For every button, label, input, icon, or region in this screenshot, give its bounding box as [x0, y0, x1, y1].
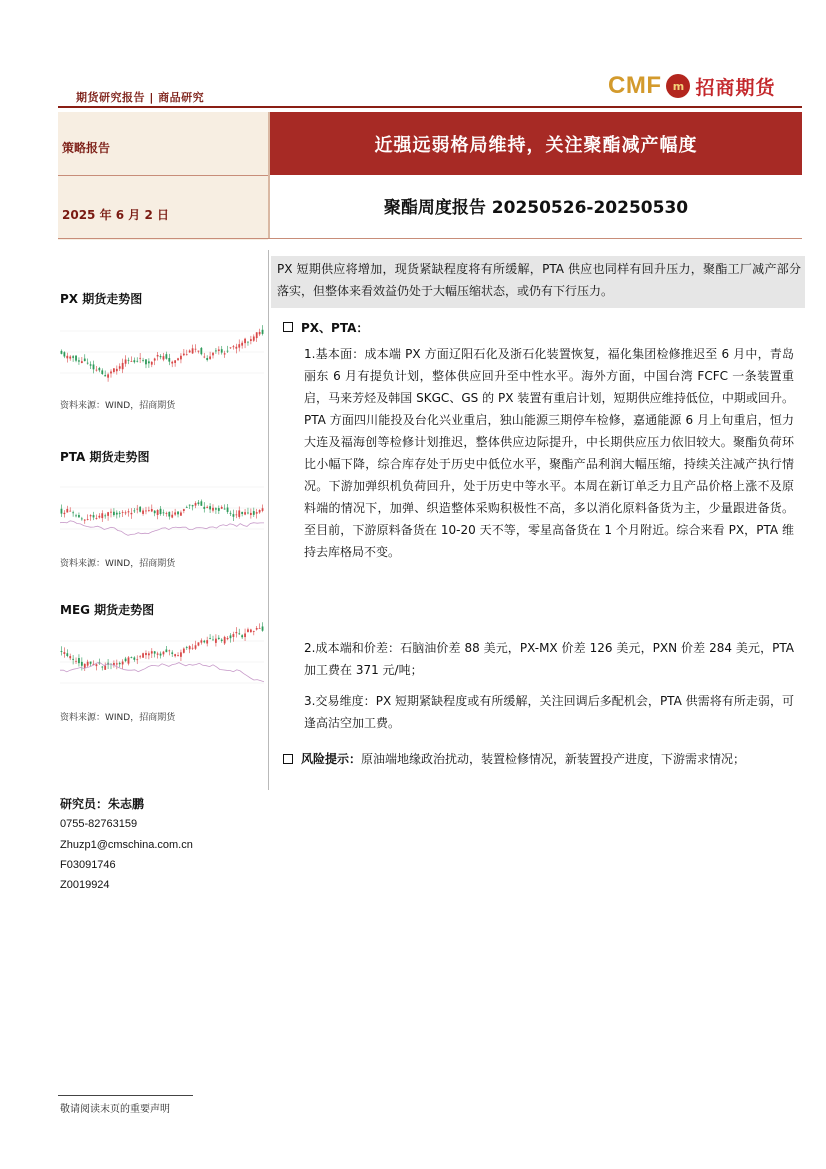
- candle-body: [75, 515, 77, 516]
- candle-body: [233, 634, 235, 637]
- candle-body: [238, 633, 240, 634]
- candle-body: [262, 330, 264, 334]
- candle-body: [84, 664, 86, 668]
- candle-body: [157, 355, 159, 357]
- candle-body: [128, 511, 130, 512]
- candle-body: [119, 663, 121, 664]
- candle-body: [81, 361, 83, 363]
- candle-body: [87, 363, 89, 364]
- candle-body: [241, 512, 243, 514]
- candle-body: [227, 508, 229, 512]
- candle-body: [203, 641, 205, 643]
- candle-body: [113, 663, 115, 665]
- candle-body: [61, 651, 63, 652]
- candle-body: [157, 510, 159, 515]
- footer-rule: [58, 1095, 193, 1096]
- candle-body: [133, 510, 135, 511]
- secondary-line: [60, 521, 264, 536]
- researcher-license-z: Z0019924: [60, 879, 110, 891]
- candle-body: [235, 347, 237, 349]
- candle-body: [174, 512, 176, 514]
- candle-body: [84, 520, 86, 521]
- candle-body: [186, 647, 188, 648]
- header-rule: [58, 106, 802, 108]
- candle-body: [198, 351, 200, 352]
- section-heading-px-pta: [283, 319, 368, 336]
- divider: [58, 175, 268, 176]
- px-chart-svg: [60, 310, 264, 394]
- candle-body: [171, 362, 173, 364]
- candle-body: [154, 651, 156, 653]
- candle-body: [218, 638, 220, 639]
- candle-body: [113, 368, 115, 372]
- candle-body: [221, 507, 223, 509]
- meg-futures-chart: [60, 620, 264, 704]
- pta-chart-svg: [60, 466, 264, 550]
- candle-body: [168, 512, 170, 517]
- candle-body: [139, 656, 141, 657]
- candle-body: [107, 374, 109, 377]
- summary-box: PX 短期供应将增加，现货紧缺程度将有所缓解，PTA 供应也同样有回升压力，聚酯工厂减产部分落实，但整体来看效益仍处于大幅压缩状态，或仍有下行压力。: [271, 256, 805, 308]
- candle-body: [72, 356, 74, 358]
- candle-body: [177, 655, 179, 656]
- candle-body: [259, 510, 261, 512]
- candle-body: [98, 516, 100, 518]
- candle-body: [165, 513, 167, 514]
- candle-body: [66, 509, 68, 513]
- company-logo: [608, 70, 776, 102]
- candle-body: [218, 508, 220, 511]
- paragraph-trading: 3.交易维度：PX 短期紧缺程度或有所缓解，关注回调后多配机会，PTA 供需将有所走弱，可逢高沽空加工费。: [304, 694, 794, 730]
- candle-body: [96, 518, 98, 519]
- candle-body: [66, 356, 68, 359]
- candle-body: [116, 663, 118, 664]
- candle-body: [200, 501, 202, 505]
- candle-body: [203, 507, 205, 509]
- candle-body: [136, 659, 138, 660]
- candle-body: [186, 507, 188, 508]
- candle-body: [230, 513, 232, 514]
- candle-body: [119, 366, 121, 368]
- candle-body: [81, 519, 83, 520]
- candle-body: [136, 361, 138, 362]
- candle-body: [90, 364, 92, 365]
- candle-body: [148, 361, 150, 363]
- candle-body: [200, 640, 202, 642]
- pta-futures-chart: [60, 466, 264, 550]
- candle-body: [125, 512, 127, 513]
- meg-chart-svg: [60, 620, 264, 704]
- candle-body: [186, 354, 188, 355]
- candle-body: [136, 509, 138, 510]
- candle-body: [250, 339, 252, 341]
- candle-body: [247, 342, 249, 343]
- report-date: 2025 年 6 月 2 日: [62, 208, 169, 222]
- candle-body: [148, 653, 150, 655]
- candle-body: [66, 653, 68, 656]
- researcher-email[interactable]: Zhuzp1@cmschina.com.cn: [60, 839, 193, 851]
- candle-body: [101, 667, 103, 668]
- candle-body: [180, 512, 182, 515]
- report-subtitle: 聚酯周度报告 20250526-20250530: [383, 198, 689, 218]
- candle-body: [154, 358, 156, 360]
- candle-body: [212, 353, 214, 356]
- candle-body: [104, 375, 106, 376]
- candle-body: [195, 503, 197, 506]
- candle-body: [209, 506, 211, 509]
- candle-body: [238, 510, 240, 517]
- divider: [58, 238, 802, 239]
- candle-body: [230, 347, 232, 348]
- logo-company-name: 招商期货: [695, 76, 776, 99]
- candle-body: [63, 513, 65, 514]
- candle-body: [131, 657, 133, 658]
- candle-body: [253, 511, 255, 515]
- candle-body: [98, 368, 100, 370]
- candle-body: [160, 356, 162, 357]
- candle-body: [148, 510, 150, 511]
- candle-body: [177, 358, 179, 360]
- candle-body: [206, 358, 208, 360]
- candle-body: [96, 370, 98, 371]
- candle-body: [262, 627, 264, 631]
- candle-body: [122, 512, 124, 513]
- candle-body: [241, 343, 243, 346]
- candle-body: [250, 630, 252, 633]
- candle-body: [145, 653, 147, 655]
- candle-body: [215, 350, 217, 351]
- candle-body: [110, 372, 112, 374]
- paragraph-cost-spread: 2.成本端和价差：石脑油价差 88 美元，PX-MX 价差 126 美元，PXN 价差 284 美元，PTA 加工费在 371 元/吨；: [304, 641, 794, 677]
- candle-body: [101, 513, 103, 518]
- candle-body: [171, 515, 173, 518]
- candle-body: [177, 512, 179, 515]
- pta-chart-title: PTA 期货走势图: [60, 450, 150, 464]
- checkbox-bullet-icon: [283, 754, 293, 764]
- candle-body: [72, 659, 74, 660]
- candle-body: [61, 351, 63, 354]
- candle-body: [81, 662, 83, 666]
- candle-body: [227, 638, 229, 639]
- candle-body: [145, 511, 147, 512]
- researcher-phone: 0755-82763159: [60, 818, 138, 830]
- candle-body: [151, 362, 153, 365]
- candle-body: [104, 666, 106, 670]
- candle-body: [63, 352, 65, 356]
- candle-body: [84, 359, 86, 361]
- candle-body: [198, 502, 200, 504]
- candle-body: [180, 356, 182, 360]
- candle-body: [157, 654, 159, 655]
- candle-body: [113, 512, 115, 515]
- candle-body: [183, 649, 185, 653]
- checkbox-bullet-icon: [283, 322, 293, 332]
- candle-body: [104, 515, 106, 516]
- candle-body: [93, 364, 95, 369]
- candle-body: [93, 515, 95, 517]
- candle-body: [75, 661, 77, 662]
- candle-body: [215, 508, 217, 509]
- candle-body: [259, 628, 261, 629]
- footer-disclaimer-note: 敬请阅读末页的重要声明: [60, 1104, 170, 1115]
- candle-body: [238, 344, 240, 347]
- candle-body: [139, 507, 141, 512]
- candle-body: [218, 349, 220, 351]
- candle-body: [215, 639, 217, 643]
- candle-body: [224, 353, 226, 354]
- candle-body: [154, 511, 156, 514]
- candle-body: [189, 351, 191, 353]
- candle-body: [192, 648, 194, 649]
- candle-body: [174, 654, 176, 656]
- candle-body: [142, 653, 144, 657]
- candle-body: [235, 632, 237, 633]
- paragraph-fundamentals: 1.基本面：成本端 PX 方面辽阳石化及浙石化装置恢复，福化集团检修推迟至 6 月中，青岛丽东 6 月有提负计划，整体供应回升至中性水平。海外方面，中国台湾 FCFC 一条装置重启，马来芳烃及韩国 SKGC、GS 的 PX 装置有重启计划，短期供应维持低位，中期或回升。PTA 方面四川能投及台化兴业重启，独山能源三期停车检修，嘉通能源 6 月上旬重启，恒力大连及福海创等检修计划推迟，整体供应边际提升，中长期供应压力依旧较大。聚酯负荷环比小幅下降，综合库存处于历史中低位水平，聚酯产品利润大幅压缩，持续关注减产执行情况。下游加弹织机负荷回升，处于历史中等水平。本周在新订单乏力且产品价格上涨不及原料端的情况下，加弹、织造整体采购积极性不高，多以消化原料备货为主，少量跟进备货。至目前，下游原料备货在 10-20 天不等，零星高备货在 1 个月附近。综合来看 PX，PTA 维持去库格局不变。: [304, 347, 794, 559]
- candle-body: [230, 635, 232, 638]
- candle-body: [221, 349, 223, 352]
- candle-body: [119, 513, 121, 514]
- candle-body: [116, 369, 118, 371]
- candle-body: [180, 652, 182, 656]
- candle-body: [165, 354, 167, 359]
- candle-body: [233, 346, 235, 347]
- candle-body: [200, 348, 202, 354]
- candle-body: [244, 512, 246, 514]
- section-heading-text: PX、PTA：: [301, 321, 369, 335]
- candle-body: [128, 657, 130, 663]
- candle-body: [128, 360, 130, 361]
- candle-body: [90, 515, 92, 516]
- candle-body: [151, 509, 153, 511]
- candle-body: [253, 336, 255, 340]
- candle-body: [235, 514, 237, 515]
- candle-body: [259, 332, 261, 334]
- candle-body: [133, 360, 135, 362]
- researcher-license-f: F03091746: [60, 859, 116, 871]
- candle-body: [256, 628, 258, 630]
- candle-body: [87, 662, 89, 666]
- candle-body: [131, 513, 133, 514]
- candle-body: [256, 332, 258, 338]
- report-title: 近强远弱格局维持，关注聚酯减产幅度: [270, 112, 802, 175]
- candle-body: [160, 509, 162, 514]
- candle-body: [116, 513, 118, 515]
- px-chart-title: PX 期货走势图: [60, 292, 143, 306]
- risk-text: 原油端地缘政治扰动，装置检修情况，新装置投产进度，下游需求情况；: [361, 752, 746, 766]
- candle-body: [165, 649, 167, 652]
- candle-body: [125, 659, 127, 661]
- candle-body: [168, 358, 170, 362]
- candle-body: [69, 511, 71, 512]
- candle-body: [142, 360, 144, 361]
- candle-body: [87, 519, 89, 520]
- candle-body: [183, 354, 185, 356]
- candle-body: [145, 359, 147, 364]
- candle-body: [110, 512, 112, 513]
- candle-body: [78, 658, 80, 663]
- candle-body: [227, 351, 229, 352]
- report-category-label: 期货研究报告 | 商品研究: [76, 91, 205, 104]
- candle-body: [122, 363, 124, 369]
- candle-body: [133, 657, 135, 659]
- candle-body: [256, 512, 258, 514]
- candle-body: [160, 654, 162, 656]
- candle-body: [125, 360, 127, 364]
- candle-body: [174, 360, 176, 363]
- candle-body: [151, 651, 153, 653]
- candle-body: [69, 357, 71, 359]
- candle-body: [192, 348, 194, 353]
- candle-body: [247, 513, 249, 514]
- candle-body: [244, 633, 246, 637]
- meg-chart-source: 资料来源：WIND，招商期货: [60, 713, 176, 723]
- candle-body: [195, 645, 197, 648]
- candle-body: [241, 635, 243, 637]
- candle-body: [61, 509, 63, 514]
- candle-body: [101, 370, 103, 374]
- candle-body: [107, 512, 109, 516]
- candle-body: [63, 652, 65, 654]
- candle-body: [122, 662, 124, 665]
- candle-body: [189, 505, 191, 506]
- candle-body: [224, 509, 226, 510]
- risk-warning: [283, 748, 794, 770]
- candle-body: [192, 505, 194, 506]
- candle-body: [209, 356, 211, 358]
- candle-body: [195, 349, 197, 350]
- candle-body: [168, 650, 170, 651]
- px-futures-chart: [60, 310, 264, 394]
- column-divider: [268, 250, 269, 790]
- meg-chart-title: MEG 期货走势图: [60, 603, 155, 617]
- candle-body: [69, 656, 71, 658]
- candle-body: [244, 339, 246, 343]
- candle-body: [221, 640, 223, 641]
- candle-body: [163, 512, 165, 513]
- candle-body: [262, 508, 264, 511]
- candle-body: [233, 514, 235, 517]
- candle-body: [212, 640, 214, 641]
- candle-body: [206, 507, 208, 508]
- candle-body: [198, 642, 200, 645]
- candle-body: [224, 637, 226, 644]
- candle-body: [163, 652, 165, 655]
- candle-body: [171, 652, 173, 653]
- candle-body: [183, 509, 185, 511]
- candle-body: [250, 513, 252, 515]
- candle-body: [209, 638, 211, 639]
- px-chart-source: 资料来源：WIND，招商期货: [60, 401, 176, 411]
- candle-body: [142, 510, 144, 513]
- candle-body: [189, 646, 191, 649]
- candle-body: [139, 358, 141, 359]
- candle-body: [90, 662, 92, 664]
- candle-body: [206, 640, 208, 643]
- logo-cmf-text: CMF: [608, 72, 662, 99]
- report-type: 策略报告: [62, 141, 111, 155]
- candle-body: [78, 515, 80, 517]
- candle-body: [163, 356, 165, 359]
- candle-body: [131, 361, 133, 362]
- pta-chart-source: 资料来源：WIND，招商期货: [60, 559, 176, 569]
- researcher-name: 研究员：朱志鹏: [60, 797, 145, 811]
- candle-body: [247, 629, 249, 632]
- candle-body: [75, 356, 77, 361]
- candle-body: [203, 357, 205, 358]
- candle-body: [212, 508, 214, 511]
- logo-seal-icon: m: [666, 74, 690, 98]
- risk-label: 风险提示：: [301, 752, 362, 766]
- candle-body: [253, 631, 255, 632]
- candle-body: [96, 664, 98, 666]
- candle-body: [72, 512, 74, 513]
- candle-body: [78, 360, 80, 361]
